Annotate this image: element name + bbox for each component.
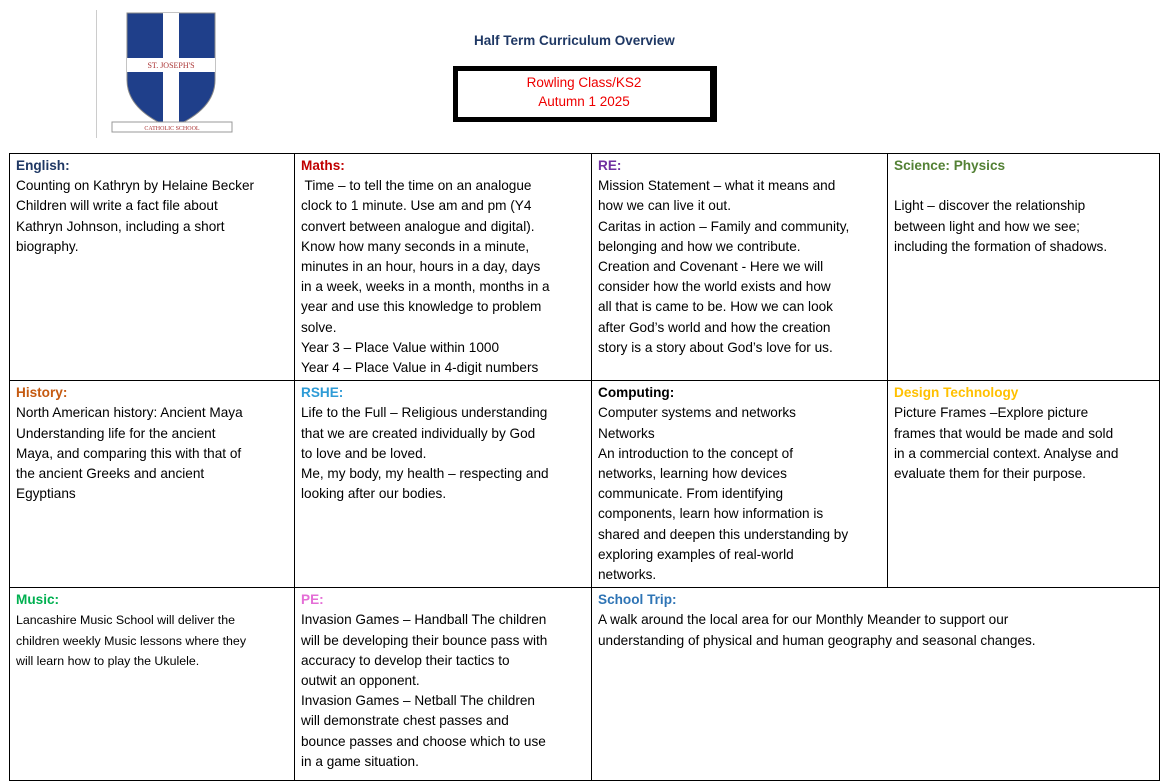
heading: RE: — [598, 158, 622, 173]
svg-text:ST. JOSEPH'S: ST. JOSEPH'S — [147, 61, 195, 70]
body: Counting on Kathryn by Helaine Becker Children will write a fact file about Kathryn Johnson, including a short biography. — [16, 178, 255, 254]
cell-design-technology — [888, 381, 1160, 588]
cell-music — [10, 588, 295, 781]
heading: RSHE: — [301, 385, 344, 401]
curriculum-table — [9, 153, 1160, 781]
body: Life to the Full – Religious understanding that we are created individually by God to love and be loved. Me, my body, my health – respecting and looking after our bodies. — [301, 405, 549, 502]
body: Picture Frames –Explore picture frames that would be made and sold in a commercial context. Analyse and evaluate them for their purpose. — [894, 405, 1119, 482]
cell-english — [10, 154, 295, 381]
page-title: Half Term Curriculum Overview — [474, 33, 675, 48]
cell-science — [888, 154, 1160, 381]
heading: Maths: — [301, 158, 345, 173]
body: Computer systems and networks Networks An introduction to the concept of networks, learning how devices communicate. From identifying components, learn how information is shared and deepen this understanding by exploring examples of real-world networks. — [598, 405, 849, 583]
cell-rshe — [295, 381, 592, 588]
body: Invasion Games – Handball The children will be developing their bounce pass with accuracy to develop their tactics to outwit an opponent. Invasion Games – Netball The children will demonstrate chest passes and bounce passes and choose which to use in a game situation. — [301, 612, 548, 769]
heading: English: — [16, 158, 70, 173]
heading: History: — [16, 385, 68, 401]
heading: Design Technology — [894, 385, 1019, 401]
body: Time – to tell the time on an analogue clock to 1 minute. Use am and pm (Y4 convert between analogue and digital). Know how many seconds in a minute, minutes in an hour, hours in a day, days in a week, weeks in a month, months in a year and use this knowledge to problem solve. Year 3 – Place Value within 1000 Year 4 – Place Value in 4-digit numbers — [301, 178, 550, 376]
cell-history — [10, 381, 295, 588]
term-name: Autumn 1 2025 — [538, 94, 630, 109]
heading: PE: — [301, 592, 324, 608]
cell-re — [592, 154, 888, 381]
cell-school-trip — [592, 588, 1160, 781]
body: A walk around the local area for our Monthly Meander to support our understanding of physical and human geography and seasonal changes. — [598, 612, 1036, 648]
cell-computing — [592, 381, 888, 588]
body: Mission Statement – what it means and how we can live it out. Caritas in action – Family and community, belonging and how we contribute. Creation and Covenant - Here we will consider how the world exists and how all that is came to be. How we can look after God’s world and how the creation story is a story about God’s love for us. — [598, 178, 850, 355]
heading: School Trip: — [598, 592, 677, 608]
heading: Computing: — [598, 385, 675, 401]
class-name: Rowling Class/KS2 — [526, 75, 642, 90]
body: Lancashire Music School will deliver the children weekly Music lessons where they will learn how to play the Ukulele. — [16, 613, 247, 668]
svg-text:CATHOLIC SCHOOL: CATHOLIC SCHOOL — [144, 126, 200, 132]
body: North American history: Ancient Maya Understanding life for the ancient Maya, and comparing this with that of the ancient Greeks and ancient Egyptians — [16, 405, 243, 502]
cell-pe — [295, 588, 592, 781]
body: Light – discover the relationship between light and how we see; including the formation of shadows. — [894, 198, 1108, 254]
heading: Science: Physics — [894, 158, 1006, 173]
school-logo — [96, 10, 242, 138]
cell-maths — [295, 154, 592, 381]
class-box — [453, 66, 717, 122]
heading: Music: — [16, 592, 60, 608]
